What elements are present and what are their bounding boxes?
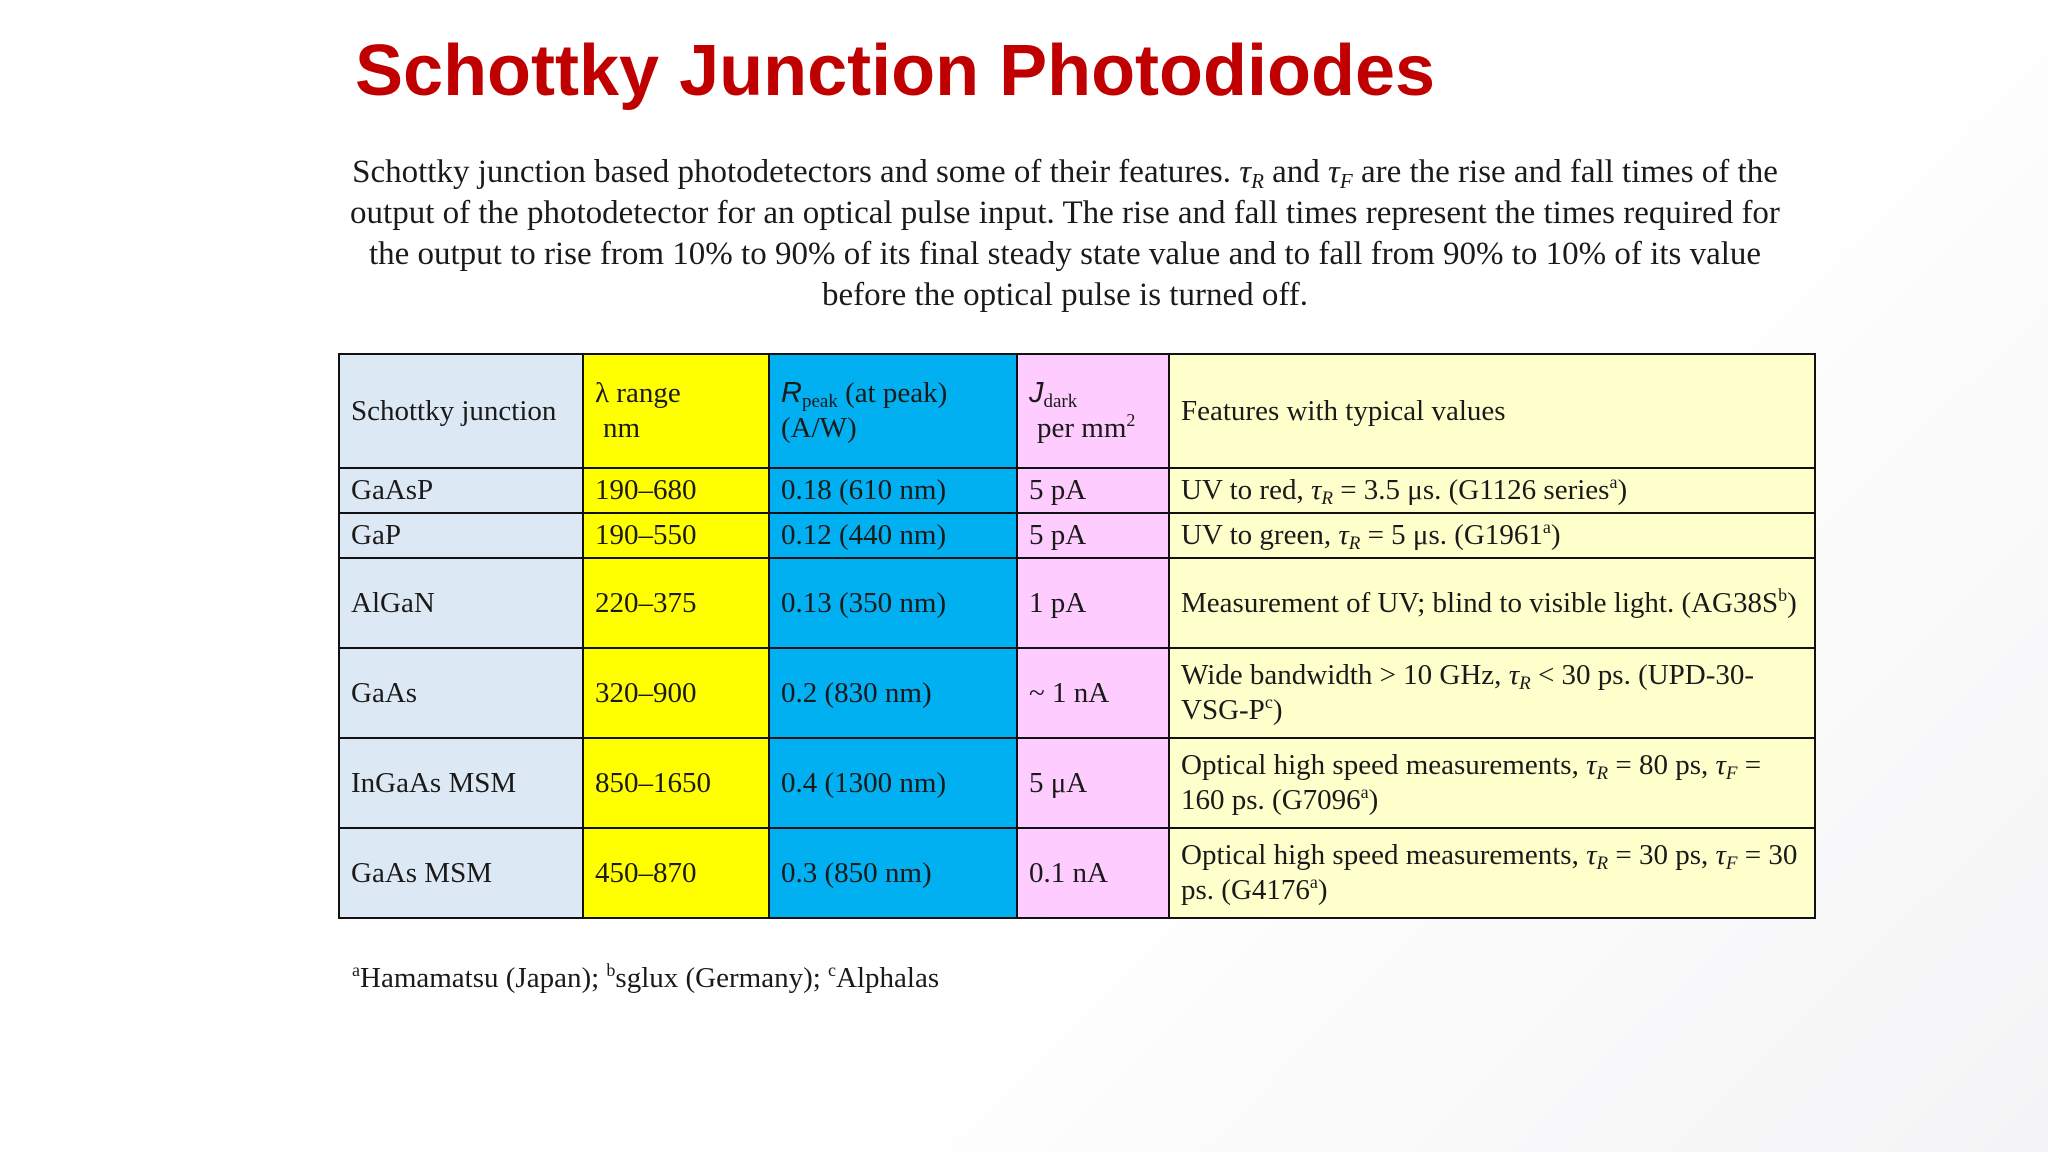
header-r-peak xyxy=(769,354,1017,468)
feature-text: ) xyxy=(1317,874,1328,906)
feature-text: = 160 ps. (G7096 xyxy=(1181,749,1762,816)
cell-r-peak: 0.18 (610 nm) xyxy=(769,468,1017,513)
table-row xyxy=(339,468,1815,513)
cell-r-peak: 0.13 (350 nm) xyxy=(769,558,1017,648)
tau-symbol: τ xyxy=(1715,749,1726,781)
cell-junction: GaAsP xyxy=(339,468,583,513)
feature-text: ) xyxy=(1617,474,1628,506)
tau-symbol: τ xyxy=(1586,839,1597,871)
cell-range: 450–870 xyxy=(583,828,769,918)
cell-r-peak: 0.2 (830 nm) xyxy=(769,648,1017,738)
r-symbol: R xyxy=(781,377,802,409)
description-part-1: Schottky junction based photodetectors and some of their features. xyxy=(352,154,1231,190)
feature-text: < 30 ps. (UPD-30-VSG-P xyxy=(1181,659,1755,726)
footnote-mark: c xyxy=(1264,692,1273,712)
tau-symbol: τ xyxy=(1508,659,1520,691)
tau-subscript: R xyxy=(1519,673,1531,694)
cell-features xyxy=(1169,828,1815,918)
cell-j-dark: 5 μA xyxy=(1017,738,1169,828)
table-row xyxy=(339,828,1815,918)
cell-junction: GaP xyxy=(339,513,583,558)
feature-text: UV to green, xyxy=(1181,519,1332,551)
header-r-peak-rest: (at peak) xyxy=(845,377,948,409)
table-header-row xyxy=(339,354,1815,468)
cell-range: 850–1650 xyxy=(583,738,769,828)
header-junction xyxy=(339,354,583,468)
header-range-line2: nm xyxy=(603,412,641,444)
feature-text: Wide bandwidth > 10 GHz, xyxy=(1181,659,1502,691)
cell-features xyxy=(1169,513,1815,558)
tau-f-symbol: τ xyxy=(1328,154,1340,190)
feature-text: Optical high speed measurements, xyxy=(1181,839,1579,871)
header-junction-label: Schottky junction xyxy=(351,394,557,427)
tau-symbol: τ xyxy=(1338,519,1349,551)
tau-subscript: R xyxy=(1321,488,1333,509)
j-dark-subscript: dark xyxy=(1043,391,1078,412)
tau-symbol: τ xyxy=(1715,839,1726,871)
cell-j-dark: ~ 1 nA xyxy=(1017,648,1169,738)
header-r-peak-unit: (A/W) xyxy=(781,412,857,444)
description-and: and xyxy=(1272,154,1320,190)
feature-text: Measurement of UV; blind to visible light. (AG38S xyxy=(1181,586,1779,619)
tau-symbol: τ xyxy=(1586,749,1597,781)
cell-features xyxy=(1169,558,1815,648)
cell-r-peak: 0.4 (1300 nm) xyxy=(769,738,1017,828)
header-features-label: Features with typical values xyxy=(1181,394,1506,427)
cell-features xyxy=(1169,738,1815,828)
cell-junction: GaAs MSM xyxy=(339,828,583,918)
footnote-mark: b xyxy=(1778,584,1788,605)
footnote-mark: a xyxy=(1609,472,1618,492)
cell-junction: GaAs xyxy=(339,648,583,738)
feature-text: Optical high speed measurements, xyxy=(1181,749,1579,781)
header-j-dark xyxy=(1017,354,1169,468)
cell-j-dark: 5 pA xyxy=(1017,513,1169,558)
header-range-line1: λ range xyxy=(595,377,681,409)
footnote-mark: a xyxy=(1360,782,1369,802)
cell-junction: InGaAs MSM xyxy=(339,738,583,828)
tau-f-subscript: F xyxy=(1339,169,1353,193)
cell-j-dark: 5 pA xyxy=(1017,468,1169,513)
footnote-mark: a xyxy=(1309,872,1318,892)
tau-subscript: F xyxy=(1725,763,1738,784)
header-range xyxy=(583,354,769,468)
table-footnote xyxy=(352,960,939,996)
cell-range: 190–680 xyxy=(583,468,769,513)
table-row xyxy=(339,648,1815,738)
j-symbol: J xyxy=(1029,377,1044,409)
description-part-2: are the rise and fall times of the output of the photodetector for an optical pulse input. The rise and fall times represent the times required for the output to rise from 10% to 90% of its final steady state value and to fall from 90% to 10% of its value before the optical pulse is turned off. xyxy=(350,154,1780,313)
feature-text: UV to red, xyxy=(1181,474,1304,506)
slide-title: Schottky Junction Photodiodes xyxy=(355,31,1436,111)
header-features xyxy=(1169,354,1815,468)
feature-text: = 3.5 μs. (G1126 series xyxy=(1340,474,1610,506)
footnote-mark-a: a xyxy=(352,960,360,980)
cell-range: 220–375 xyxy=(583,558,769,648)
footnote-a-text: Hamamatsu (Japan); xyxy=(360,962,600,994)
table-row xyxy=(339,513,1815,558)
feature-text: ) xyxy=(1550,519,1561,551)
cell-range: 190–550 xyxy=(583,513,769,558)
feature-text: ) xyxy=(1787,586,1797,619)
tau-subscript: R xyxy=(1348,533,1361,554)
cell-features xyxy=(1169,468,1815,513)
footnote-c-text: Alphalas xyxy=(836,962,940,994)
cell-junction: AlGaN xyxy=(339,558,583,648)
squared-superscript: 2 xyxy=(1126,410,1136,430)
tau-r-subscript: R xyxy=(1251,169,1264,193)
slide-description xyxy=(340,152,1790,316)
cell-r-peak: 0.12 (440 nm) xyxy=(769,513,1017,558)
table-row xyxy=(339,738,1815,828)
cell-j-dark: 1 pA xyxy=(1017,558,1169,648)
header-j-dark-unit xyxy=(1029,411,1157,446)
feature-text: ) xyxy=(1272,694,1283,726)
cell-features xyxy=(1169,648,1815,738)
footnote-mark-b: b xyxy=(606,960,616,980)
photodiode-table xyxy=(338,353,1816,919)
tau-subscript: R xyxy=(1596,853,1609,874)
footnote-mark: a xyxy=(1542,517,1551,537)
per-mm-label: per mm xyxy=(1037,412,1127,444)
table-row xyxy=(339,558,1815,648)
feature-text: = 30 ps. (G4176 xyxy=(1181,839,1798,906)
feature-text: = 5 μs. (G1961 xyxy=(1367,519,1543,551)
feature-text: ) xyxy=(1368,784,1379,816)
cell-r-peak: 0.3 (850 nm) xyxy=(769,828,1017,918)
footnote-b-text: sglux (Germany); xyxy=(615,962,821,994)
tau-symbol: τ xyxy=(1310,474,1322,506)
feature-text: = 30 ps, xyxy=(1615,839,1709,871)
tau-subscript: F xyxy=(1725,853,1738,874)
cell-j-dark: 0.1 nA xyxy=(1017,828,1169,918)
cell-range: 320–900 xyxy=(583,648,769,738)
feature-text: = 80 ps, xyxy=(1615,749,1709,781)
tau-r-symbol: τ xyxy=(1239,154,1252,190)
tau-subscript: R xyxy=(1596,763,1609,784)
r-peak-subscript: peak xyxy=(801,391,838,412)
footnote-mark-c: c xyxy=(828,960,837,980)
